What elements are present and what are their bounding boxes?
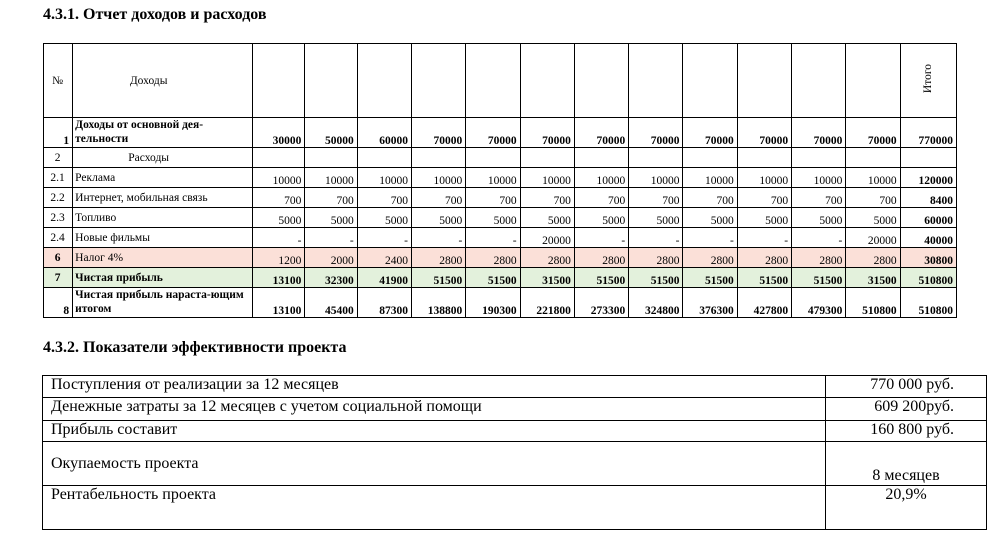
indicator-row — [43, 486, 987, 530]
value-cell: 10000 — [466, 168, 520, 188]
value-cell: - — [466, 228, 520, 248]
value-cell: - — [412, 228, 466, 248]
value-cell: 700 — [683, 188, 737, 208]
income-expense-table — [43, 43, 957, 318]
value-cell: 5000 — [574, 208, 628, 228]
value-cell: 700 — [574, 188, 628, 208]
value-cell: 45400 — [305, 288, 357, 318]
row-total: 510800 — [900, 288, 956, 318]
value-cell — [574, 148, 628, 168]
value-cell: 20000 — [846, 228, 900, 248]
value-cell: 51500 — [683, 268, 737, 288]
row-total: 40000 — [900, 228, 956, 248]
value-cell: 5000 — [792, 208, 846, 228]
value-cell: 427800 — [737, 288, 791, 318]
value-cell: 5000 — [629, 208, 683, 228]
value-cell: - — [629, 228, 683, 248]
value-cell — [253, 148, 305, 168]
value-cell: 700 — [357, 188, 411, 208]
value-cell — [846, 148, 900, 168]
table-row — [44, 148, 957, 168]
value-cell: 32300 — [305, 268, 357, 288]
row-label: Реклама — [73, 168, 253, 188]
efficiency-table — [42, 375, 987, 530]
value-cell: 70000 — [412, 118, 466, 148]
table-row — [44, 188, 957, 208]
value-cell: 5000 — [466, 208, 520, 228]
value-cell: 10000 — [792, 168, 846, 188]
value-cell: 5000 — [520, 208, 574, 228]
row-label: Интернет, мобильная связь — [73, 188, 253, 208]
row-total: 120000 — [900, 168, 956, 188]
value-cell: 51500 — [466, 268, 520, 288]
section-title-efficiency: 4.3.2. Показатели эффективности проекта — [43, 339, 347, 356]
row-label: Новые фильмы — [73, 228, 253, 248]
value-cell: 2800 — [629, 248, 683, 268]
value-cell: 2000 — [305, 248, 357, 268]
value-cell: 70000 — [792, 118, 846, 148]
value-cell: 10000 — [683, 168, 737, 188]
value-cell: 273300 — [574, 288, 628, 318]
value-cell: 10000 — [520, 168, 574, 188]
indicator-label: Прибыль составит — [43, 421, 826, 442]
value-cell: - — [574, 228, 628, 248]
value-cell: 700 — [253, 188, 305, 208]
row-total: 8400 — [900, 188, 956, 208]
value-cell — [305, 148, 357, 168]
indicator-label: Рентабельность проекта — [43, 486, 826, 530]
value-cell: 5000 — [357, 208, 411, 228]
value-cell: 2800 — [846, 248, 900, 268]
indicator-value: 8 месяцев — [826, 442, 987, 486]
row-total: 30800 — [900, 248, 956, 268]
value-cell: 700 — [737, 188, 791, 208]
table-row — [44, 248, 957, 268]
value-cell: 70000 — [629, 118, 683, 148]
value-cell: 700 — [412, 188, 466, 208]
value-cell: 10000 — [574, 168, 628, 188]
value-cell: 70000 — [466, 118, 520, 148]
value-cell: 13100 — [253, 288, 305, 318]
value-cell: 10000 — [412, 168, 466, 188]
indicator-value: 609 200руб. — [826, 398, 987, 421]
value-cell: 10000 — [737, 168, 791, 188]
header-total: Итого — [921, 64, 934, 94]
row-number: 8 — [44, 288, 73, 318]
value-cell: 10000 — [629, 168, 683, 188]
value-cell: - — [253, 228, 305, 248]
section-title-income-report: 4.3.1. Отчет доходов и расходов — [43, 6, 267, 23]
value-cell: 1200 — [253, 248, 305, 268]
value-cell: 2800 — [466, 248, 520, 268]
value-cell: 2400 — [357, 248, 411, 268]
row-number: 2.2 — [44, 188, 73, 208]
indicator-row — [43, 398, 987, 421]
value-cell: - — [357, 228, 411, 248]
row-total: 770000 — [900, 118, 956, 148]
value-cell: 31500 — [846, 268, 900, 288]
value-cell: 221800 — [520, 288, 574, 318]
row-number: 2.3 — [44, 208, 73, 228]
value-cell: 5000 — [305, 208, 357, 228]
value-cell — [737, 148, 791, 168]
table-row — [44, 168, 957, 188]
value-cell: 51500 — [792, 268, 846, 288]
header-num: № — [44, 44, 73, 118]
row-number: 1 — [44, 118, 73, 148]
row-number: 2.1 — [44, 168, 73, 188]
table-row — [44, 228, 957, 248]
indicator-value: 770 000 руб. — [826, 376, 987, 398]
value-cell — [792, 148, 846, 168]
row-number: 2 — [44, 148, 73, 168]
value-cell: 700 — [792, 188, 846, 208]
value-cell: - — [305, 228, 357, 248]
value-cell: 10000 — [846, 168, 900, 188]
value-cell: 41900 — [357, 268, 411, 288]
value-cell: 5000 — [412, 208, 466, 228]
value-cell: 2800 — [683, 248, 737, 268]
indicator-row — [43, 376, 987, 398]
header-total-cell — [900, 44, 956, 118]
value-cell: 70000 — [737, 118, 791, 148]
value-cell: 70000 — [846, 118, 900, 148]
value-cell: - — [683, 228, 737, 248]
value-cell: 50000 — [305, 118, 357, 148]
value-cell: 5000 — [253, 208, 305, 228]
value-cell: 376300 — [683, 288, 737, 318]
table-row — [44, 288, 957, 318]
value-cell: 700 — [520, 188, 574, 208]
value-cell: 13100 — [253, 268, 305, 288]
value-cell: 30000 — [253, 118, 305, 148]
row-label: Расходы — [73, 148, 253, 168]
value-cell: - — [737, 228, 791, 248]
value-cell — [683, 148, 737, 168]
indicator-label: Окупаемость проекта — [43, 442, 826, 486]
value-cell: 51500 — [737, 268, 791, 288]
row-number: 6 — [44, 248, 73, 268]
value-cell: 70000 — [683, 118, 737, 148]
table-row — [44, 118, 957, 148]
value-cell: 190300 — [466, 288, 520, 318]
header-label: Доходы — [73, 44, 253, 118]
indicator-label: Поступления от реализации за 12 месяцев — [43, 376, 826, 398]
indicator-label: Денежные затраты за 12 месяцев с учетом социальной помощи — [43, 398, 826, 421]
value-cell: 700 — [305, 188, 357, 208]
indicator-value: 160 800 руб. — [826, 421, 987, 442]
value-cell: 5000 — [683, 208, 737, 228]
value-cell: 70000 — [520, 118, 574, 148]
value-cell — [520, 148, 574, 168]
value-cell: 324800 — [629, 288, 683, 318]
value-cell: 2800 — [792, 248, 846, 268]
value-cell: 10000 — [357, 168, 411, 188]
value-cell: 10000 — [253, 168, 305, 188]
value-cell: 700 — [846, 188, 900, 208]
table-row — [44, 208, 957, 228]
value-cell: 31500 — [520, 268, 574, 288]
value-cell: 700 — [629, 188, 683, 208]
value-cell: 2800 — [412, 248, 466, 268]
value-cell: 2800 — [574, 248, 628, 268]
row-label: Доходы от основной дея-тельности — [73, 118, 253, 148]
value-cell: 60000 — [357, 118, 411, 148]
value-cell: 510800 — [846, 288, 900, 318]
row-label: Налог 4% — [73, 248, 253, 268]
value-cell: 51500 — [412, 268, 466, 288]
value-cell: 138800 — [412, 288, 466, 318]
value-cell: 2800 — [737, 248, 791, 268]
value-cell: 5000 — [846, 208, 900, 228]
value-cell: 87300 — [357, 288, 411, 318]
value-cell: 479300 — [792, 288, 846, 318]
value-cell: 51500 — [629, 268, 683, 288]
row-total: 60000 — [900, 208, 956, 228]
value-cell: 5000 — [737, 208, 791, 228]
row-label: Топливо — [73, 208, 253, 228]
row-label: Чистая прибыль нараста-ющим итогом — [73, 288, 253, 318]
value-cell: 20000 — [520, 228, 574, 248]
value-cell: 700 — [466, 188, 520, 208]
indicator-row — [43, 442, 987, 486]
indicator-row — [43, 421, 987, 442]
value-cell: 10000 — [305, 168, 357, 188]
row-number: 7 — [44, 268, 73, 288]
row-total — [900, 148, 956, 168]
value-cell — [466, 148, 520, 168]
row-label: Чистая прибыль — [73, 268, 253, 288]
value-cell: 2800 — [520, 248, 574, 268]
table-header-row — [44, 44, 957, 118]
row-number: 2.4 — [44, 228, 73, 248]
indicator-value: 20,9% — [826, 486, 987, 530]
value-cell — [412, 148, 466, 168]
table-row — [44, 268, 957, 288]
value-cell — [629, 148, 683, 168]
value-cell: - — [792, 228, 846, 248]
value-cell — [357, 148, 411, 168]
value-cell: 70000 — [574, 118, 628, 148]
row-total: 510800 — [900, 268, 956, 288]
value-cell: 51500 — [574, 268, 628, 288]
